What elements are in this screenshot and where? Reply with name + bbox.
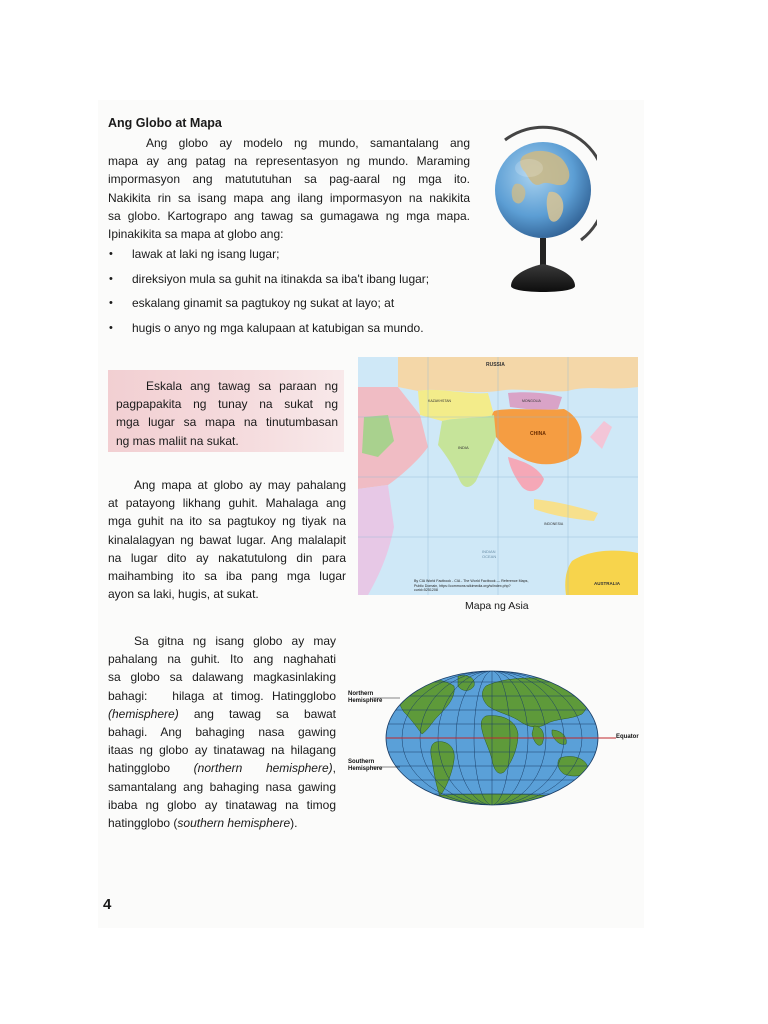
globe-base: [511, 264, 575, 292]
intro-line: Nakikita rin sa isang mapa ang ilang impormasyon na nakikita: [108, 190, 470, 205]
paragraph-line: mga guhit na ito sa pagtukoy ng tiyak na: [108, 514, 346, 529]
bullet-list: [108, 242, 488, 340]
globe-stand: [540, 238, 546, 266]
intro-paragraph: [108, 134, 470, 243]
intro-line: Ang globo ay modelo ng mundo, samantalang ang: [146, 136, 470, 150]
map-label-russia: RUSSIA: [486, 362, 505, 368]
scale-line: ng mas maliit na sukat.: [116, 433, 239, 448]
list-item: • direksiyon mula sa guhit na itinakda sa iba't ibang lugar;: [108, 267, 488, 292]
list-item: • hugis o anyo ng mga kalupaan at katubigan sa mundo.: [108, 316, 488, 341]
paragraph-line: ibaba ng globo ay tinatawag na timog: [108, 797, 336, 812]
intro-line: impormasyon ang matututuhan sa pag-aaral ng mga ito.: [108, 172, 470, 187]
paragraph-line: Sa gitna ng isang globo ay may: [134, 634, 336, 648]
lines-paragraph: [108, 476, 346, 603]
paragraph-line: itaas ng globo ay tinatawag na hilagang: [108, 743, 336, 758]
paragraph-line: bahagi. Ang bahaging nasa gawing: [108, 725, 336, 740]
paragraph-line: pahalang na guhit. Ito ang naghahati: [108, 652, 336, 667]
southern-hemisphere-label: Southern Hemisphere: [348, 759, 383, 772]
scale-definition-box: [108, 370, 344, 452]
paragraph-line: hatingglobo (southern hemisphere).: [108, 816, 298, 831]
page-number: 4: [103, 896, 112, 913]
section-title: Ang Globo at Mapa: [108, 116, 222, 130]
scale-line: pagpapakita ng tunay na sukat ng: [116, 397, 338, 412]
asia-map-graphic: [358, 357, 638, 595]
map-label-mongolia: MONGOLIA: [522, 399, 541, 403]
map-label-kazakhstan: KAZAKHSTAN: [428, 399, 452, 403]
paragraph-line: ayon sa laki, hugis, at sukat.: [108, 587, 259, 602]
paragraph-line: (hemisphere) ang tawag sa bawat: [108, 706, 336, 721]
intro-line: Ipinakikita sa mapa at globo ang:: [108, 227, 284, 242]
map-credit: By CIA World Factbook - CIA - The World Factbook — Reference Maps, Public Domain, https://commons.wikimedia.org/w/index.php?curid=5251208: [414, 579, 529, 592]
paragraph-line: na lugar dito ay nakatutulong din para: [108, 550, 346, 565]
map-caption: Mapa ng Asia: [465, 600, 529, 612]
map-label-china: CHINA: [530, 431, 546, 437]
map-label-indonesia: INDONESIA: [544, 522, 564, 526]
paragraph-line: bahagi: hilaga at timog. Hatingglobo: [108, 688, 336, 703]
list-item: • lawak at laki ng isang lugar;: [108, 242, 488, 267]
paragraph-line: at patayong likhang guhit. Mahalaga ang: [108, 496, 346, 511]
intro-line: sa globo. Kartograpo ang tawag sa gumagawa ng mga mapa.: [108, 208, 470, 223]
kazakhstan-region: [418, 390, 494, 421]
map-label-indian-ocean: INDIAN OCEAN: [482, 549, 497, 559]
russia-region: [398, 357, 638, 392]
world-hemisphere-map: [346, 664, 638, 812]
paragraph-line: sa globo sa dalawang magkasinlaking: [108, 670, 336, 685]
intro-line: mapa ay ang patag na representasyon ng mundo. Maraming: [108, 154, 470, 169]
paragraph-line: hatingglobo (northern hemisphere),: [108, 761, 336, 776]
equator-label: Equator: [616, 734, 639, 740]
paragraph-line: kinalalagyan ng bawat lugar. Ang malalapit: [108, 532, 346, 547]
map-label-australia: AUSTRALIA: [594, 581, 620, 586]
globe-highlight: [515, 159, 543, 177]
globe-illustration: [485, 122, 597, 302]
asia-map: [358, 357, 638, 595]
scale-line: Eskala ang tawag sa paraan ng: [146, 379, 338, 393]
list-item: • eskalang ginamit sa pagtukoy ng sukat at layo; at: [108, 291, 488, 316]
scale-line: mga lugar sa mapa na tinutumbasan: [116, 415, 338, 430]
paragraph-line: Ang mapa at globo ay may pahalang: [134, 478, 346, 492]
paragraph-line: maihambing ito sa iba pang mga lugar: [108, 569, 346, 584]
paragraph-line: samantalang ang bahaging nasa gawing: [108, 779, 336, 794]
northern-hemisphere-label: Northern Hemisphere: [348, 691, 383, 704]
hemisphere-paragraph: [108, 632, 336, 832]
map-label-india: INDIA: [458, 445, 469, 450]
